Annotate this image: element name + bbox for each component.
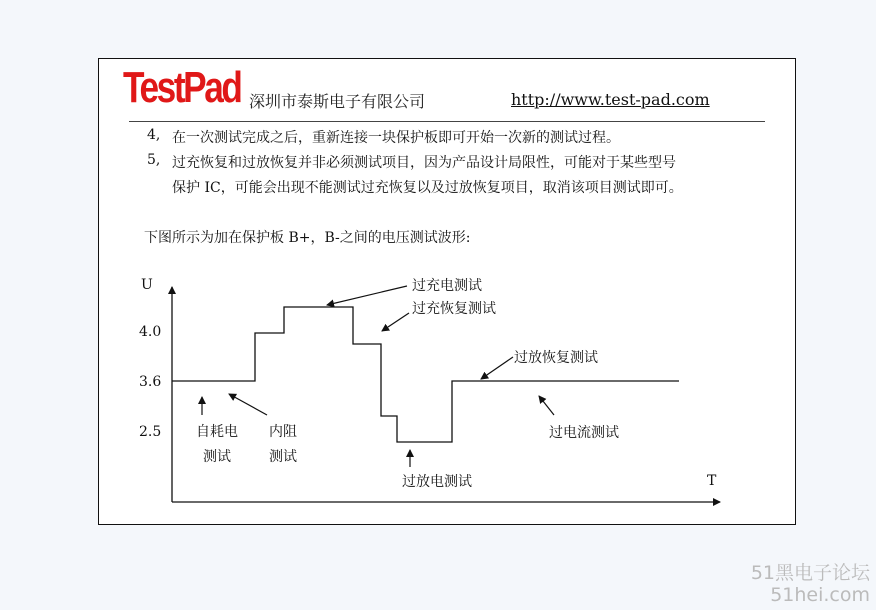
x-axis-label: T (707, 473, 717, 489)
watermark-forum: 51黑电子论坛 (750, 562, 870, 584)
arrow-overdischarge-recovery (481, 357, 513, 379)
waveform-line (172, 307, 679, 442)
intro-text: 下图所示为加在保护板 B+，B-之间的电压测试波形: (144, 230, 471, 246)
arrow-overcurrent (539, 396, 554, 415)
company-name: 深圳市泰斯电子有限公司 (249, 92, 426, 111)
arrow-overcharge (327, 286, 407, 305)
label-internal-resistance-2: 测试 (269, 449, 297, 465)
document-page (98, 58, 796, 525)
voltage-waveform-chart (99, 59, 797, 526)
testpad-logo: TestPad (123, 63, 241, 112)
website-link[interactable]: http://www.test-pad.com (511, 90, 710, 109)
label-self-consumption-2: 测试 (203, 449, 231, 465)
item-5-text: 过充恢复和过放恢复并非必须测试项目，因为产品设计局限性，可能对于某些型号 (172, 155, 676, 171)
label-overdischarge-recovery: 过放恢复测试 (514, 350, 598, 366)
label-overdischarge: 过放电测试 (402, 474, 472, 490)
label-overcurrent: 过电流测试 (549, 425, 619, 441)
item-5-text-line2: 保护 IC，可能会出现不能测试过充恢复以及过放恢复项目，取消该项目测试即可。 (172, 180, 683, 196)
y-tick-3-6: 3.6 (139, 374, 162, 390)
y-axis-label: U (141, 277, 153, 293)
item-4-text: 在一次测试完成之后，重新连接一块保护板即可开始一次新的测试过程。 (172, 130, 620, 146)
watermark-domain: 51hei.com (770, 584, 870, 606)
label-overcharge: 过充电测试 (412, 278, 482, 294)
item-4-number: 4, (147, 127, 161, 143)
y-tick-4-0: 4.0 (139, 324, 162, 340)
arrow-internal-resistance (229, 394, 267, 415)
label-internal-resistance-1: 内阻 (269, 424, 297, 440)
label-overcharge-recovery: 过充恢复测试 (412, 301, 496, 317)
y-tick-2-5: 2.5 (139, 424, 162, 440)
label-self-consumption-1: 自耗电 (196, 424, 238, 440)
item-5-number: 5, (147, 152, 161, 168)
arrow-overcharge-recovery (382, 313, 409, 331)
